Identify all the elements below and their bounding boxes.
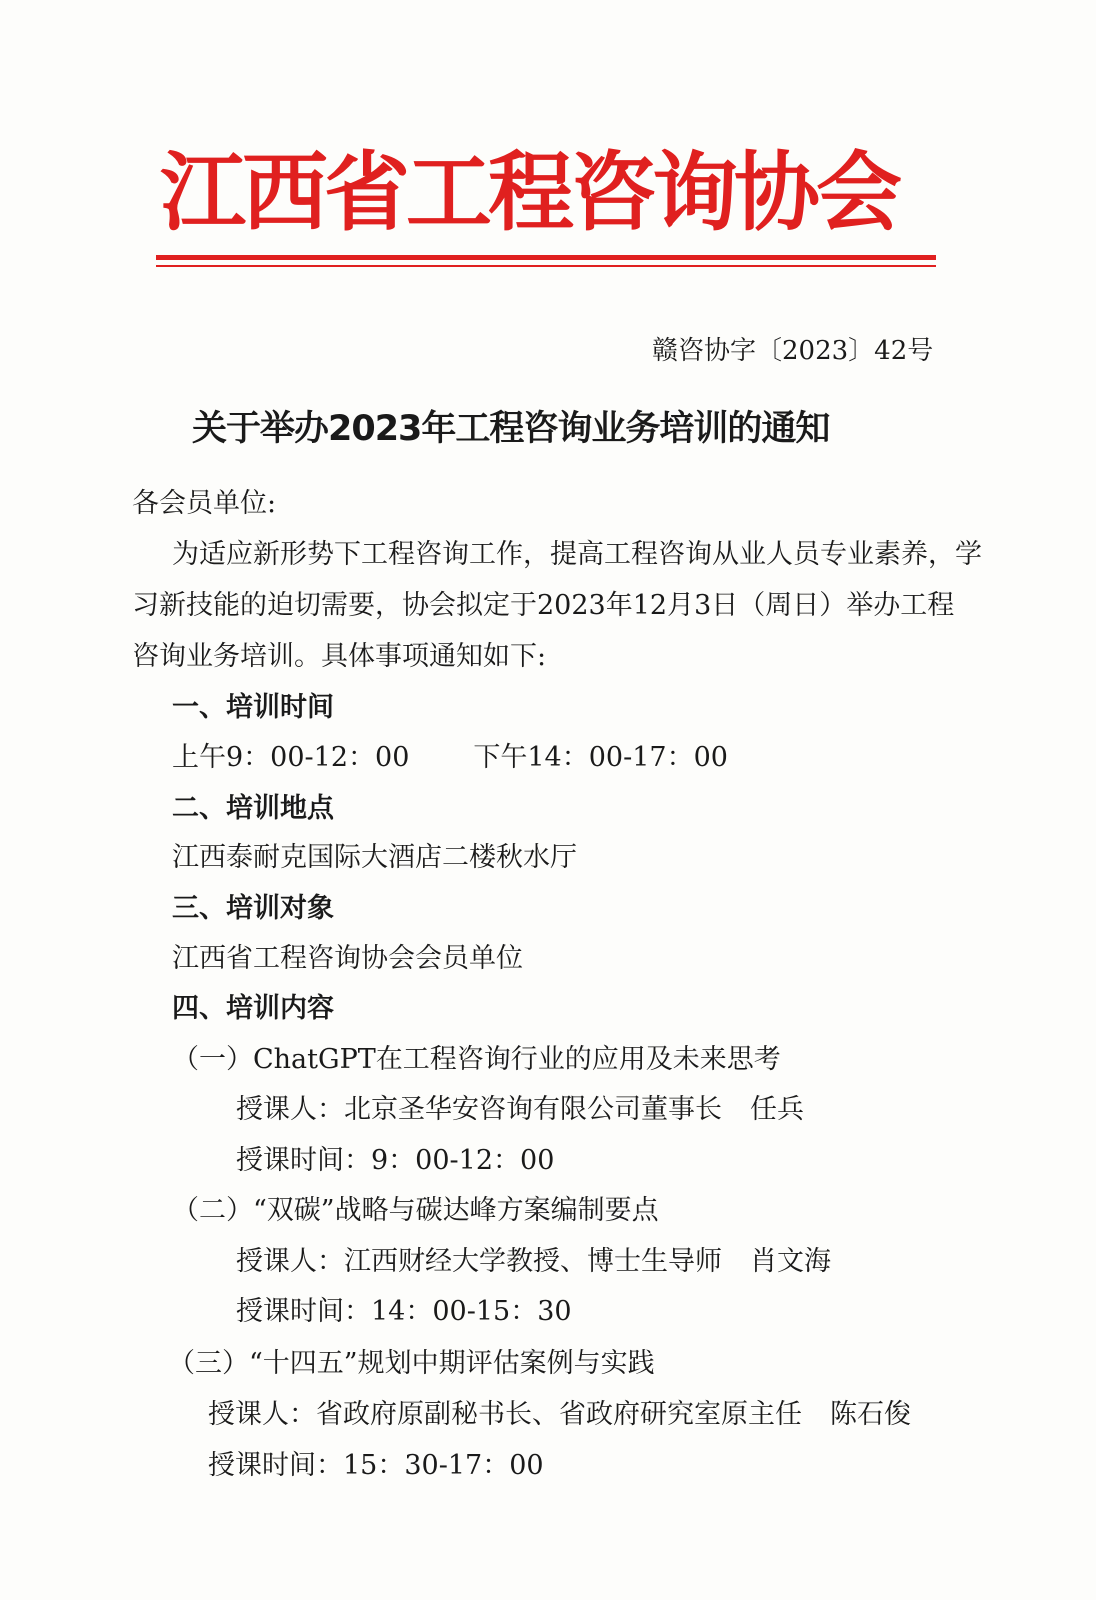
lecturer-name: 任兵 xyxy=(750,1094,804,1125)
document-number: 赣咨协字〔2023〕42号 xyxy=(652,336,934,366)
section-location-text: 江西泰耐克国际大酒店二楼秋水厅 xyxy=(172,842,577,873)
intro-line-1: 为适应新形势下工程咨询工作，提高工程咨询从业人员专业素养，学 xyxy=(172,539,982,570)
time-afternoon: 下午14：00-17：00 xyxy=(473,742,728,773)
content-item-2-lecturer xyxy=(236,1242,831,1282)
lecturer-label: 授课人：省政府原副秘书长、省政府研究室原主任 xyxy=(208,1399,802,1430)
content-item-2-title: （二）“双碳”战略与碳达峰方案编制要点 xyxy=(172,1195,659,1226)
section-location-heading: 二、培训地点 xyxy=(172,793,334,824)
section-time-heading: 一、培训时间 xyxy=(172,692,334,723)
content-item-3-lecturer xyxy=(208,1395,911,1435)
lecturer-label: 授课人：江西财经大学教授、博士生导师 xyxy=(236,1246,722,1277)
intro-line-3: 咨询业务培训。具体事项通知如下: xyxy=(132,641,547,672)
content-item-1-lecturer xyxy=(236,1090,804,1130)
lecturer-label: 授课人：北京圣华安咨询有限公司董事长 xyxy=(236,1094,722,1125)
content-item-1-title: （一）ChatGPT在工程咨询行业的应用及未来思考 xyxy=(172,1044,781,1075)
section-content-heading: 四、培训内容 xyxy=(172,993,334,1024)
content-item-3-title: （三）“十四五”规划中期评估案例与实践 xyxy=(168,1348,655,1379)
time-morning: 上午9：00-12：00 xyxy=(172,742,410,773)
section-time-row xyxy=(172,738,728,778)
section-audience-heading: 三、培训对象 xyxy=(172,893,334,924)
intro-line-2: 习新技能的迫切需要，协会拟定于2023年12月3日（周日）举办工程 xyxy=(132,590,955,621)
lecturer-name: 肖文海 xyxy=(750,1246,831,1277)
content-item-2-time: 授课时间：14：00-15：30 xyxy=(236,1296,572,1327)
header-rule-thick xyxy=(156,255,936,260)
content-item-1-time: 授课时间：9：00-12：00 xyxy=(236,1145,555,1176)
document-title: 关于举办2023年工程咨询业务培训的通知 xyxy=(192,409,830,449)
salutation: 各会员单位: xyxy=(132,488,277,519)
lecturer-name: 陈石俊 xyxy=(830,1399,911,1430)
header-rule-thin xyxy=(156,265,936,267)
org-header-title: 江西省工程咨询协会 xyxy=(160,142,898,243)
section-audience-text: 江西省工程咨询协会会员单位 xyxy=(172,943,523,974)
content-item-3-time: 授课时间：15：30-17：00 xyxy=(208,1450,544,1481)
